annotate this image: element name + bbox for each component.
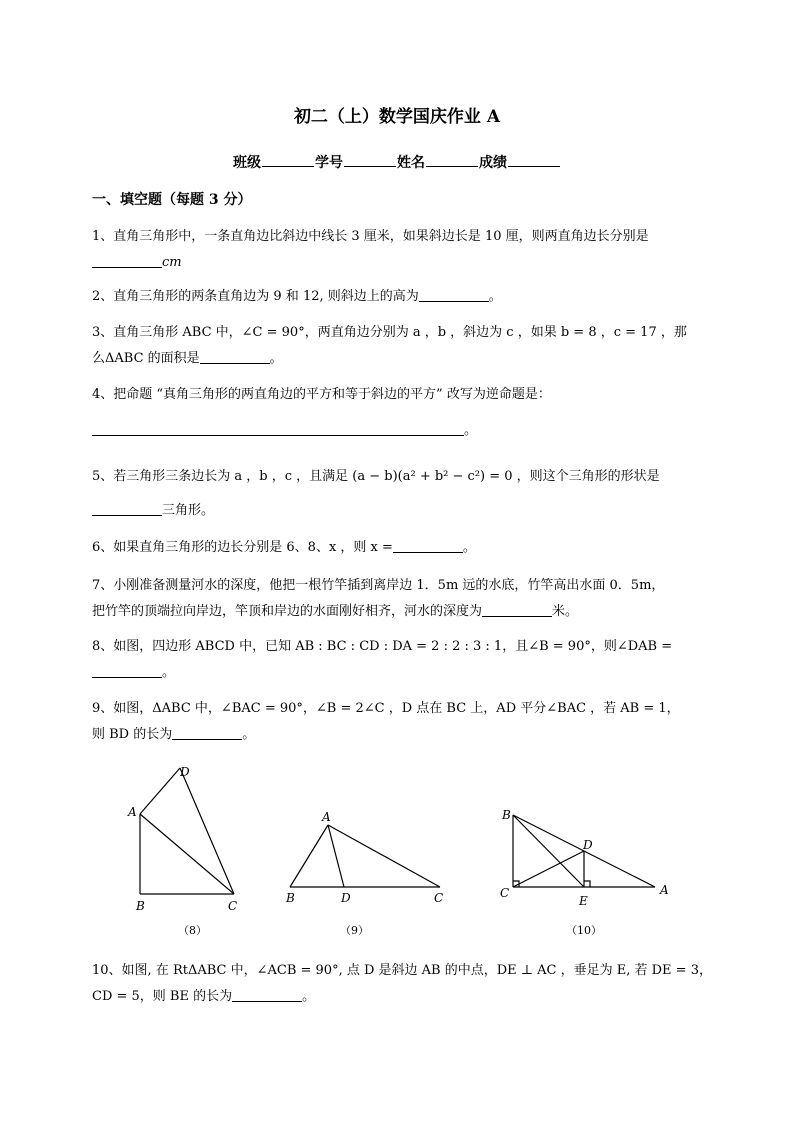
question-4-end: 。	[464, 423, 478, 438]
question-6-end: 。	[462, 540, 476, 555]
question-3-blank[interactable]	[200, 349, 270, 364]
page-title: 初二（上）数学国庆作业 A	[293, 107, 501, 127]
fig10-segment-be	[513, 815, 584, 887]
fig8-label-d: D	[180, 765, 190, 779]
fig9-label-b: B	[286, 891, 295, 905]
question-4-text: 4、把命题 “真角三角形的两直角边的平方和等于斜边的平方” 改写为逆命题是：	[92, 387, 551, 402]
fig9-label-d: D	[341, 891, 351, 905]
fig10-label-b: B	[502, 808, 511, 822]
fig9-bisector-ad	[328, 825, 344, 887]
fig10-right-angle-e	[584, 881, 590, 887]
fig8-label-c: C	[228, 899, 238, 913]
question-8-end: 。	[162, 665, 176, 680]
question-2-end: 。	[488, 289, 502, 304]
question-1-blank[interactable]	[92, 253, 162, 268]
name-label: 姓名	[397, 155, 425, 171]
figure-9-diagram	[280, 805, 455, 915]
question-10-blank[interactable]	[232, 987, 302, 1002]
fig10-label-d: D	[583, 838, 593, 852]
section-heading: 一、填空题（每题 3 分）	[92, 192, 252, 208]
question-5	[92, 464, 712, 524]
fig10-median-cd	[513, 851, 584, 887]
question-5-text-2: 三角形。	[162, 503, 215, 518]
score-label: 成绩	[479, 155, 507, 171]
question-5-blank[interactable]	[92, 501, 162, 516]
question-2	[92, 284, 712, 310]
number-label: 学号	[315, 155, 343, 171]
question-9-end: 。	[242, 727, 256, 742]
question-6-blank[interactable]	[393, 538, 463, 553]
fig9-label-a: A	[322, 810, 331, 824]
question-10	[92, 958, 712, 1010]
figure-10-diagram	[495, 805, 680, 920]
figure-8-caption: （8）	[178, 924, 207, 937]
question-8	[92, 634, 712, 686]
question-2-blank[interactable]	[419, 287, 489, 302]
question-8-text: 8、如图，四边形 ABCD 中，已知 AB : BC : CD : DA = 2 : 2 : 3 : 1，且∠B = 90°，则∠DAB =	[92, 639, 673, 654]
question-3	[92, 320, 712, 372]
question-7-end: 米。	[552, 604, 579, 619]
figure-10-caption: （10）	[566, 924, 602, 937]
question-10-text-2: CD = 5，则 BE 的长为	[92, 989, 233, 1004]
question-1	[92, 224, 712, 276]
question-9-blank[interactable]	[172, 725, 242, 740]
fig9-side-ac	[328, 825, 440, 887]
question-4-blank[interactable]	[92, 421, 464, 436]
question-7	[92, 573, 712, 625]
question-3-text-2: 么ΔABC 的面积是	[92, 351, 200, 366]
fig8-side-da	[140, 768, 180, 814]
question-7-text: 7、小刚准备测量河水的深度，他把一根竹竿插到离岸边 1．5m 远的水底，竹竿高出水面 0．5m，	[92, 578, 665, 593]
question-7-text-2: 把竹竿的顶端拉向岸边，竿顶和岸边的水面刚好相齐，河水的深度为	[92, 604, 483, 619]
class-blank[interactable]	[262, 154, 314, 167]
question-9-text: 9、如图，ΔABC 中，∠BAC = 90°，∠B = 2∠C ，D 点在 BC 上，AD 平分∠BAC ，若 AB = 1，	[92, 701, 680, 716]
question-6	[92, 535, 712, 561]
question-6-text: 6、如果直角三角形的边长分别是 6、8、x ，则 x =	[92, 540, 393, 555]
fig10-label-c: C	[500, 886, 510, 900]
student-info-line	[0, 152, 794, 172]
question-3-end: 。	[269, 351, 283, 366]
fig9-label-c: C	[434, 891, 444, 905]
fig8-label-a: A	[128, 805, 137, 819]
question-4	[92, 382, 712, 444]
question-9	[92, 696, 712, 748]
question-1-unit: cm	[162, 255, 182, 270]
fig8-diagonal-ac	[140, 814, 234, 894]
question-2-text: 2、直角三角形的两条直角边为 9 和 12, 则斜边上的高为	[92, 289, 419, 304]
class-label: 班级	[233, 155, 261, 171]
question-9-text-2: 则 BD 的长为	[92, 727, 173, 742]
fig10-label-e: E	[579, 894, 588, 908]
question-10-end: 。	[302, 989, 316, 1004]
question-1-text: 1、直角三角形中，一条直角边比斜边中线长 3 厘米，如果斜边长是 10 厘，则两直角边长分别是	[92, 229, 649, 244]
question-7-blank[interactable]	[482, 602, 552, 617]
fig9-side-ab	[290, 825, 328, 887]
fig8-side-cd	[180, 768, 234, 894]
question-5-text: 5、若三角形三条边长为 a ，b ，c ，且满足 (a − b)(a² + b² − c²) = 0 ，则这个三角形的形状是	[92, 469, 660, 484]
fig10-label-a: A	[660, 883, 669, 897]
name-blank[interactable]	[426, 154, 478, 167]
question-10-text: 10、如图, 在 RtΔABC 中，∠ACB = 90°, 点 D 是斜边 AB 的中点，DE ⊥ AC ，垂足为 E, 若 DE = 3，	[92, 963, 712, 978]
figure-9-caption: （9）	[340, 924, 369, 937]
question-3-text: 3、直角三角形 ABC 中，∠C = 90°，两直角边分别为 a ，b ，斜边为 c ，如果 b = 8 ，c = 17 ，那	[92, 325, 687, 340]
fig8-label-b: B	[136, 899, 145, 913]
number-blank[interactable]	[344, 154, 396, 167]
figure-8-diagram	[120, 760, 260, 920]
score-blank[interactable]	[508, 154, 560, 167]
question-8-blank[interactable]	[92, 663, 162, 678]
